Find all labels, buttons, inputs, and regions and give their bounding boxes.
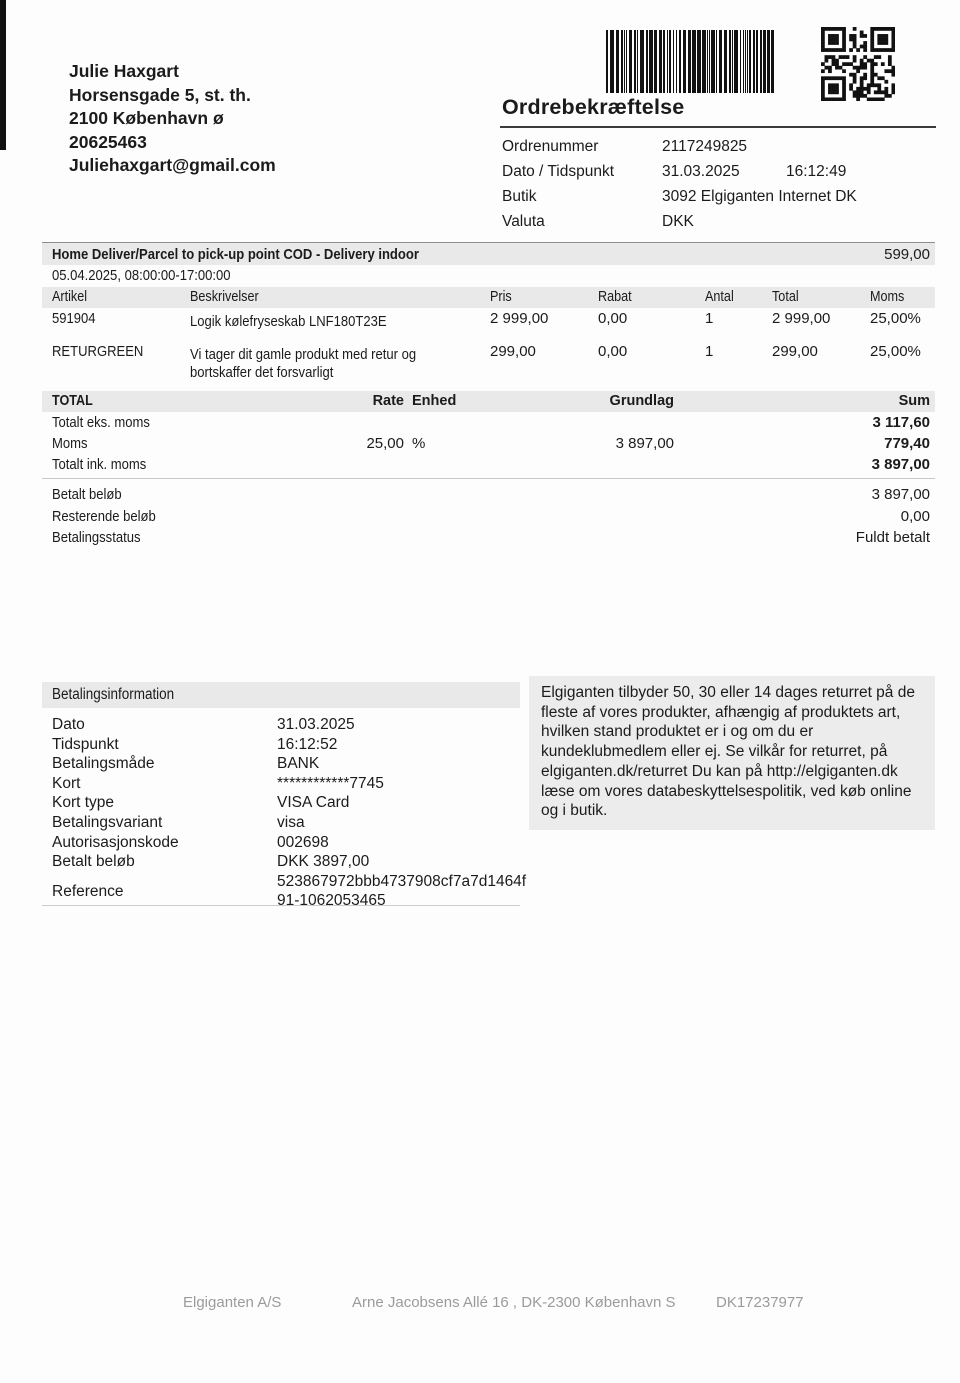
payment-row <box>42 754 520 774</box>
totals-row-grundlag: 3 897,00 <box>615 435 674 452</box>
remaining-amount-row <box>42 506 935 528</box>
totals-row-grundlag <box>464 412 674 433</box>
return-policy-text: Elgiganten tilbyder 50, 30 eller 14 dages returret på de fleste af vores produkter, afhængig af produktets art, hvilken stand produktet er i og om du er kundeklubmedlem eller ej. Se vilkår for returret, på elgiganten.dk/returret Du kan på http://elgiganten.dk læse om vores databeskyttelsespolitik, ved køb online og i butik. <box>541 684 915 820</box>
payment-row-value: 31.03.2025 <box>277 716 355 733</box>
return-policy-box <box>529 676 935 830</box>
payment-row <box>42 715 520 735</box>
customer-phone: 20625463 <box>69 131 147 152</box>
order-number-label: Ordrenummer <box>502 138 599 155</box>
footer-vat-number: DK17237977 <box>716 1294 804 1311</box>
totals-row-rate <box>352 454 404 475</box>
col-total: Total <box>772 289 799 305</box>
col-pris: Pris <box>490 289 512 305</box>
order-meta-row <box>502 135 938 160</box>
totals-row-label: Moms <box>52 435 88 452</box>
col-beskrivelser: Beskrivelser <box>190 289 259 305</box>
delivery-window-text: 05.04.2025, 08:00:00-17:00:00 <box>52 267 231 284</box>
order-number-value: 2117249825 <box>662 138 748 155</box>
delivery-window <box>52 267 257 284</box>
totals-row-incl-vat <box>42 454 935 475</box>
payment-row-label: Betalingsvariant <box>52 813 163 831</box>
totals-row-enhed <box>404 454 464 475</box>
item-discount: 0,00 <box>598 310 628 327</box>
item-price: 2 999,00 <box>490 310 549 327</box>
item-qty: 1 <box>705 310 714 327</box>
totals-row-enhed: % <box>412 435 426 452</box>
paid-amount-row <box>42 484 935 506</box>
payment-row-label: Tidspunkt <box>52 735 119 753</box>
payment-row-value: DKK 3897,00 <box>277 853 370 871</box>
payment-row-label: Autorisasjonskode <box>52 833 179 851</box>
totals-row-label: Totalt eks. moms <box>52 414 150 431</box>
status-badge: Fuldt betalt <box>855 529 930 546</box>
footer <box>0 1294 960 1316</box>
table-row <box>42 343 935 381</box>
order-meta-row <box>502 185 938 210</box>
order-meta-row <box>502 160 938 185</box>
footer-company: Elgiganten A/S <box>183 1294 282 1311</box>
payment-row-value: 002698 <box>277 833 329 851</box>
payment-row-value: ************7745 <box>277 774 384 792</box>
customer-city: 2100 København ø <box>69 108 224 128</box>
customer-name: Julie Haxgart <box>69 61 179 81</box>
customer-email: Juliehaxgart@gmail.com <box>69 155 276 175</box>
totals-row-sum: 3 897,00 <box>871 456 930 473</box>
item-artikel: 591904 <box>52 310 96 327</box>
totals-row-label: Totalt ink. moms <box>52 456 147 473</box>
payment-row <box>42 774 520 794</box>
payment-row <box>42 852 520 872</box>
totals-row-sum: 3 117,60 <box>872 414 930 431</box>
payment-row-label: Kort type <box>52 794 115 812</box>
totals-row-grundlag <box>464 454 674 475</box>
payment-row-value: BANK <box>277 755 320 773</box>
paid-row-value: 3 897,00 <box>871 486 930 503</box>
totals-divider <box>42 478 935 479</box>
item-description: Vi tager dit gamle produkt med retur og <box>190 346 417 363</box>
item-qty: 1 <box>705 343 714 360</box>
customer-address-block <box>69 60 276 178</box>
store-value: 3092 Elgiganten Internet DK <box>662 188 857 205</box>
store-label: Butik <box>502 188 537 205</box>
delivery-price: 599,00 <box>884 245 930 263</box>
totals-col-enhed: Enhed <box>412 393 457 409</box>
order-date-value: 31.03.2025 <box>662 163 740 180</box>
col-artikel: Artikel <box>52 289 88 305</box>
payment-info-section <box>42 682 527 912</box>
totals-title: TOTAL <box>52 393 93 409</box>
item-discount: 0,00 <box>598 343 628 360</box>
item-total: 299,00 <box>772 343 818 360</box>
payment-row <box>42 735 520 755</box>
footer-address: Arne Jacobsens Allé 16 , DK-2300 København S <box>352 1294 676 1311</box>
payment-info-rows <box>42 708 527 912</box>
totals-row-excl-vat <box>42 412 935 433</box>
item-vat: 25,00% <box>870 343 921 360</box>
barcode <box>605 30 777 93</box>
payment-row-label: Betalt beløb <box>52 853 135 871</box>
payment-info-divider <box>42 905 520 906</box>
totals-col-grundlag: Grundlag <box>609 393 674 409</box>
title-divider <box>500 126 936 128</box>
payment-status-row <box>42 527 935 549</box>
totals-row-rate <box>352 412 404 433</box>
payment-info-title-band <box>42 682 520 708</box>
paid-row-label: Betalt beløb <box>52 486 122 503</box>
payment-summary <box>42 484 935 549</box>
table-row <box>42 310 935 331</box>
payment-row-label: Reference <box>52 882 124 900</box>
payment-row-value: VISA Card <box>277 794 350 812</box>
paid-row-label: Betalingsstatus <box>52 529 141 546</box>
payment-row-value: visa <box>277 813 305 831</box>
currency-value: DKK <box>662 213 694 230</box>
payment-row <box>42 833 520 853</box>
item-description: Logik kølefryseskab LNF180T23E <box>190 313 387 330</box>
items-table-header <box>42 287 935 308</box>
delivery-description: Home Deliver/Parcel to pick-up point COD - Delivery indoor <box>52 245 419 263</box>
order-datetime-label: Dato / Tidspunkt <box>502 163 615 180</box>
totals-header-row <box>42 391 935 412</box>
item-price: 299,00 <box>490 343 536 360</box>
order-meta-row <box>502 210 938 235</box>
delivery-banner <box>42 242 935 265</box>
totals-col-sum: Sum <box>898 393 930 409</box>
payment-row <box>42 793 520 813</box>
payment-row-label: Betalingsmåde <box>52 755 155 773</box>
col-antal: Antal <box>705 289 734 305</box>
item-vat: 25,00% <box>870 310 921 327</box>
qr-code-icon <box>821 27 895 101</box>
totals-row-rate: 25,00 <box>366 435 404 452</box>
item-total: 2 999,00 <box>772 310 831 327</box>
payment-row-value: 523867972bbb4737908cf7a7d1464f91-1062053465 <box>277 872 527 910</box>
payment-row-value: 16:12:52 <box>277 735 338 753</box>
totals-col-rate: Rate <box>372 393 404 409</box>
currency-label: Valuta <box>502 213 545 230</box>
customer-street: Horsensgade 5, st. th. <box>69 84 251 105</box>
totals-row-sum: 779,40 <box>884 435 930 452</box>
col-moms: Moms <box>870 289 905 305</box>
col-rabat: Rabat <box>598 289 632 305</box>
item-description-line2: bortskaffer det forsvarligt <box>190 363 334 381</box>
payment-row-label: Kort <box>52 774 81 792</box>
totals-row-enhed <box>404 412 464 433</box>
order-time-value: 16:12:49 <box>786 163 847 180</box>
payment-info-title: Betalingsinformation <box>52 686 175 703</box>
payment-row-label: Dato <box>52 716 85 733</box>
totals-rows <box>42 412 935 475</box>
paid-row-label: Resterende beløb <box>52 507 156 525</box>
item-artikel: RETURGREEN <box>52 343 144 360</box>
page-title: Ordrebekræftelse <box>502 95 685 119</box>
paid-row-value: 0,00 <box>900 507 930 525</box>
order-meta <box>502 135 938 235</box>
payment-row <box>42 813 520 833</box>
totals-row-vat <box>42 433 935 454</box>
scan-artifact-bar <box>0 0 6 150</box>
